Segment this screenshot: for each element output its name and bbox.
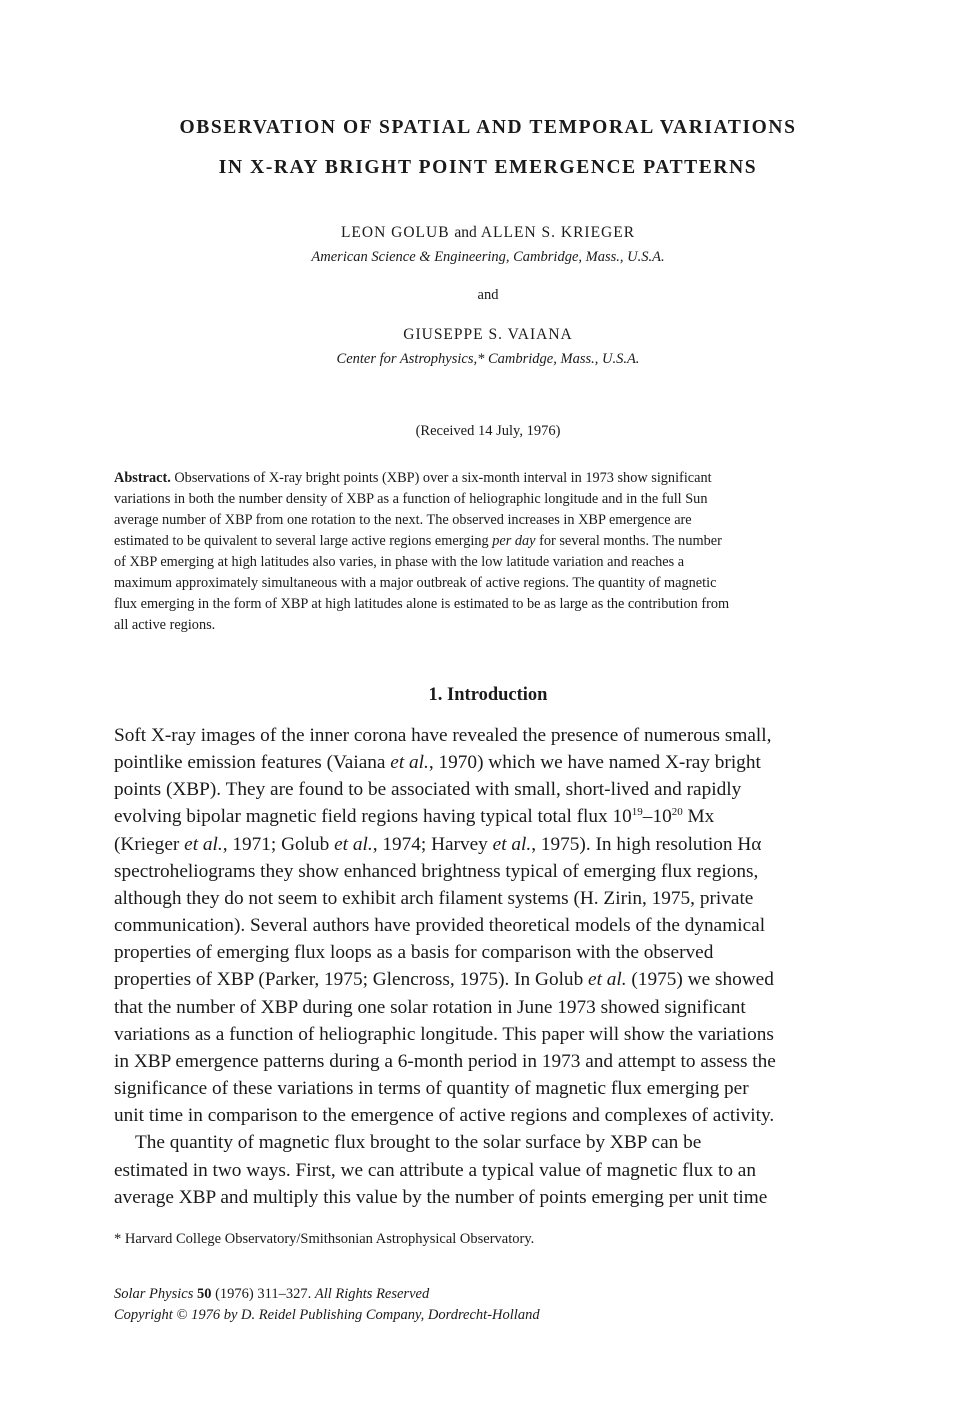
body-line: although they do not seem to exhibit arch filament systems (H. Zirin, 1975, private (114, 887, 754, 909)
abstract-label: Abstract. (114, 470, 171, 486)
journal-name: Solar Physics (114, 1286, 194, 1302)
title-line-1: OBSERVATION OF SPATIAL AND TEMPORAL VARIATIONS (179, 117, 797, 138)
footnote: * Harvard College Observatory/Smithsonian Astrophysical Observatory. (114, 1231, 535, 1247)
body-line: significance of these variations in terms of quantity of magnetic flux emerging per (114, 1078, 749, 1100)
body-line: spectroheliograms they show enhanced brightness typical of emerging flux regions, (114, 860, 759, 882)
body-line: Soft X-ray images of the inner corona have revealed the presence of numerous small, (114, 725, 772, 746)
abstract-line: estimated to be quivalent to several large active regions emerging per day for several months. The number (114, 533, 722, 549)
abstract (114, 468, 860, 636)
author-vaiana: GIUSEPPE S. VAIANA (403, 326, 573, 343)
author-conjunction: and (454, 224, 477, 241)
body-line: average XBP and multiply this value by the number of points emerging per unit time (114, 1186, 768, 1208)
body-line: in XBP emergence patterns during a 6-month period in 1973 and attempt to assess the (114, 1050, 776, 1072)
abstract-line: flux emerging in the form of XBP at high latitudes alone is estimated to be as large as the contribution from (114, 596, 730, 612)
author-krieger: ALLEN S. KRIEGER (480, 224, 636, 241)
journal-pages: (1976) 311–327. (211, 1286, 312, 1302)
journal-volume: 50 (196, 1286, 212, 1302)
affiliation-1: American Science & Engineering, Cambridge, Mass., U.S.A. (311, 249, 665, 265)
body-line: evolving bipolar magnetic field regions having typical total flux $10^{19}-10^{20}$ Mx (114, 806, 715, 828)
author-golub: LEON GOLUB (340, 224, 450, 241)
body-line: variations as a function of heliographic longitude. This paper will show the variations (114, 1023, 774, 1045)
journal-citation (114, 1284, 540, 1305)
body-line: estimated in two ways. First, we can attribute a typical value of magnetic flux to an (114, 1159, 756, 1181)
affiliation-2: Center for Astrophysics,* Cambridge, Mass., U.S.A. (336, 351, 640, 367)
journal-rights: All Rights Reserved (314, 1286, 430, 1302)
body-line: communication). Several authors have provided theoretical models of the dynamical (114, 915, 766, 937)
body-line: properties of XBP (Parker, 1975; Glencross, 1975). In Golub et al. (1975) we showed (114, 969, 774, 991)
title-line-2: IN X-RAY BRIGHT POINT EMERGENCE PATTERNS (218, 157, 758, 178)
journal-copyright: Copyright © 1976 by D. Reidel Publishing Company, Dordrecht-Holland (114, 1307, 540, 1323)
abstract-line: of XBP emerging at high latitudes also varies, in phase with the low latitude variation and reaches a (114, 554, 685, 570)
body-text (114, 722, 860, 1211)
body-line: properties of emerging flux loops as a basis for comparison with the observed (114, 942, 714, 964)
body-line: points (XBP). They are found to be associated with small, short-lived and rapidly (114, 779, 742, 801)
body-line: unit time in comparison to the emergence of active regions and complexes of activity. (114, 1105, 775, 1127)
abstract-line: average number of XBP from one rotation to the next. The observed increases in XBP emergence are (114, 512, 692, 528)
abstract-line: Abstract. Observations of X-ray bright points (XBP) over a six-month interval in 1973 show significant (114, 470, 712, 486)
body-line: that the number of XBP during one solar rotation in June 1973 showed significant (114, 996, 746, 1018)
body-line: (Krieger et al., 1971; Golub et al., 1974; Harvey et al., 1975). In high resolution Hα (114, 833, 762, 855)
authors-line (100, 224, 876, 242)
abstract-line: maximum approximately simultaneous with a major outbreak of active regions. The quantity of magnetic (114, 575, 717, 591)
journal-info (114, 1284, 540, 1326)
received-date: (Received 14 July, 1976) (415, 423, 561, 439)
section-heading: 1. Introduction (428, 685, 548, 705)
body-line: The quantity of magnetic flux brought to the solar surface by XBP can be (135, 1132, 702, 1154)
and-separator: and (477, 287, 499, 303)
body-line: pointlike emission features (Vaiana et al., 1970) which we have named X-ray bright (114, 752, 761, 774)
paper-title (100, 108, 876, 188)
abstract-line: variations in both the number density of XBP as a function of heliographic longitude and in the full Sun (114, 491, 708, 507)
abstract-line: all active regions. (114, 617, 216, 633)
